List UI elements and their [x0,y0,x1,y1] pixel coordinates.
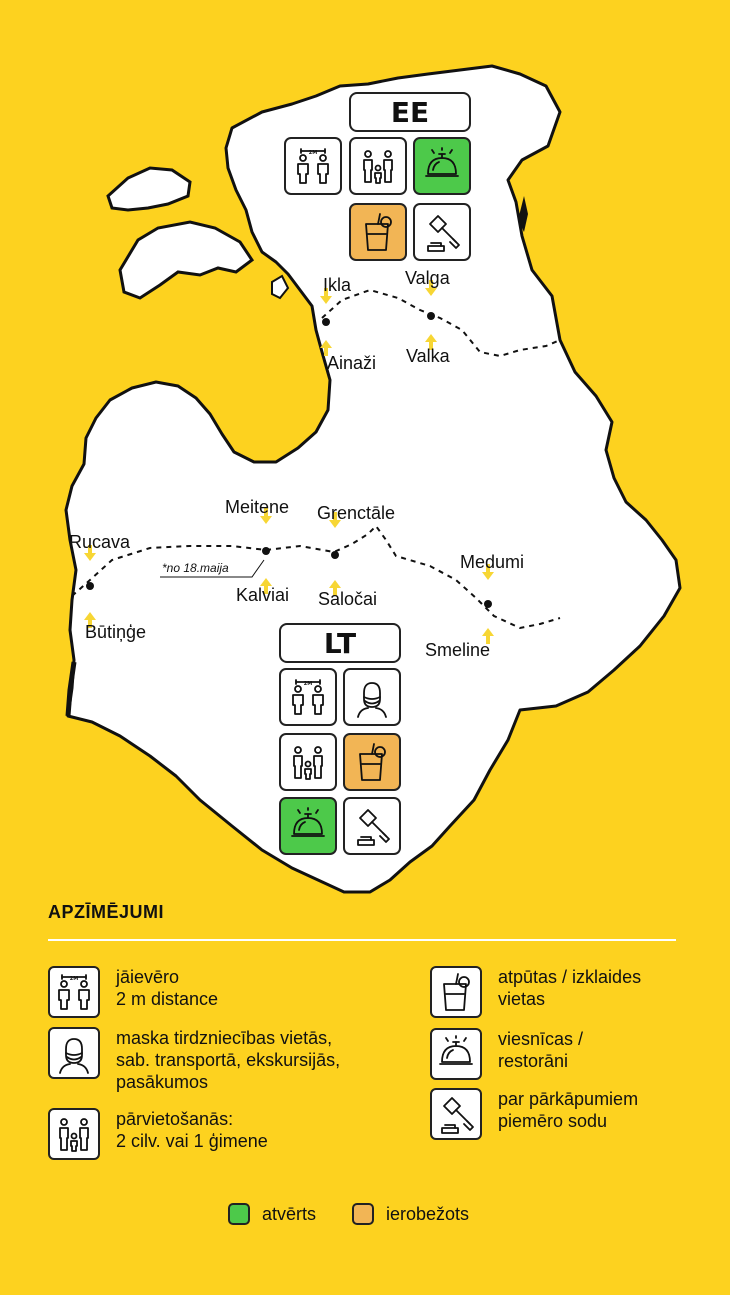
ee-gavel-icon-tile [413,203,471,261]
meitene-kalviai-dot [262,547,270,555]
legend-text-family: pārvietošanās: 2 cilv. vai 1 ģimene [116,1109,268,1151]
legend-item-gavel [430,1088,638,1140]
lt-bell-icon-tile [279,797,337,855]
drink-glass-icon [356,210,400,254]
gavel-icon [420,210,464,254]
family-icon [286,740,330,784]
legend-text-drink: atpūtas / izklaides vietas [498,967,642,1009]
service-bell-icon [430,1028,482,1080]
lt-distance-icon-tile [279,668,337,726]
limited-swatch [352,1203,374,1225]
town-valga: Valga [405,268,450,288]
lt-drink-icon-tile [343,733,401,791]
legend-item-distance [48,966,218,1018]
legend-divider [48,939,676,941]
family-icon [48,1108,100,1160]
saaremaa-island [120,222,252,298]
town-salocai: Saločai [318,589,378,609]
ikla-ainazi-dot [322,318,330,326]
drink-glass-icon [430,966,482,1018]
family-icon [356,144,400,188]
service-bell-icon [420,144,464,188]
lt-gavel-icon-tile [343,797,401,855]
distance-2m-icon [286,675,330,719]
town-butinge: Būtiņģe [85,622,147,642]
svg-text:2M: 2M [303,681,313,687]
lt-mask-icon-tile [343,668,401,726]
legend-item-drink [430,966,641,1018]
distance-2m-icon [48,966,100,1018]
meitene-note: *no 18.maija [162,561,229,575]
svg-text:2M: 2M [308,150,318,156]
status-limited-label: ierobežots [386,1203,470,1224]
status-open [228,1203,316,1225]
svg-text:2M: 2M [69,976,79,982]
ee-family-icon-tile [349,137,407,195]
gavel-icon [430,1088,482,1140]
small-island [272,276,288,298]
legend-text-gavel: par pārkāpumiem piemēro sodu [498,1089,639,1131]
town-meitene: Meitene [225,497,290,517]
service-bell-icon [286,804,330,848]
lt-label: LT [279,623,401,663]
grenctale-salocai-dot [331,551,339,559]
legend-item-mask [48,1027,340,1093]
ee-distance-icon-tile [284,137,342,195]
town-medumi: Medumi [460,552,525,572]
distance-2m-icon [291,144,335,188]
town-rucava: Rucava [69,532,131,552]
legend-item-family [48,1108,268,1160]
face-mask-icon [350,675,394,719]
legend-title: APZĪMĒJUMI [48,902,165,922]
status-limited [352,1203,469,1225]
drink-glass-icon [350,740,394,784]
medumi-smeline-dot [484,600,492,608]
town-grenctale: Grenctāle [317,503,396,523]
legend-text-distance: jāievēro 2 m distance [116,967,219,1009]
hiiumaa-island [108,168,190,210]
town-smeline: Smeline [425,640,491,660]
town-kalviai: Kalviai [236,585,290,605]
town-ainazi: Ainaži [327,353,377,373]
open-swatch [228,1203,250,1225]
status-open-label: atvērts [262,1203,317,1224]
lt-family-icon-tile [279,733,337,791]
ee-drink-icon-tile [349,203,407,261]
ee-bell-icon-tile [413,137,471,195]
town-ikla: Ikla [323,275,352,295]
town-valka: Valka [406,346,450,366]
valga-valka-dot [427,312,435,320]
legend-text-bell: viesnīcas / restorāni [498,1029,584,1071]
gavel-icon [350,804,394,848]
ee-label: EE [349,92,471,132]
legend-item-bell [430,1028,583,1080]
rucava-butinge-dot [86,582,94,590]
face-mask-icon [48,1027,100,1079]
legend-text-mask: maska tirdzniecības vietās, sab. transportā, ekskursijās, pasākumos [116,1028,341,1092]
